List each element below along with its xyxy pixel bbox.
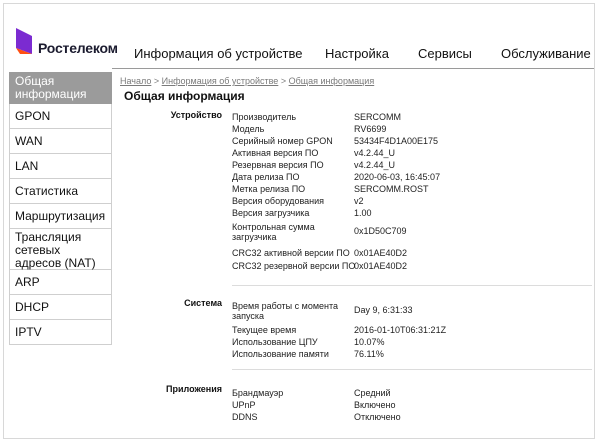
info-key: Время работы с момента запуска	[232, 301, 339, 321]
tab-maintenance[interactable]: Обслуживание	[501, 46, 591, 61]
rostelecom-logo[interactable]	[12, 26, 118, 60]
info-key: Метка релиза ПО	[232, 184, 306, 194]
info-key: Использование памяти	[232, 349, 329, 359]
info-value: Включено	[354, 400, 396, 410]
info-value: 2020-06-03, 16:45:07	[354, 172, 441, 182]
sidebar-item-statistics[interactable]: Статистика	[9, 179, 112, 204]
info-key: Серийный номер GPON	[232, 136, 333, 146]
info-value: Day 9, 6:31:33	[354, 305, 413, 315]
info-key: Модель	[232, 124, 265, 134]
info-value: 1.00	[354, 208, 372, 218]
tab-settings[interactable]: Настройка	[325, 46, 389, 61]
page-title: Общая информация	[124, 89, 245, 103]
info-value: 0x1D50C709	[354, 226, 407, 236]
info-key: Дата релиза ПО	[232, 172, 300, 182]
sidebar-item-arp[interactable]: ARP	[9, 270, 112, 295]
sidebar-item-lan[interactable]: LAN	[9, 154, 112, 179]
info-key: Использование ЦПУ	[232, 337, 318, 347]
info-value: v2	[354, 196, 364, 206]
sidebar-item-wan[interactable]: WAN	[9, 129, 112, 154]
info-value: Средний	[354, 388, 391, 398]
info-value: RV6699	[354, 124, 387, 134]
tab-device-info[interactable]: Информация об устройстве	[134, 46, 303, 61]
info-value: 53434F4D1A00E175	[354, 136, 439, 146]
info-key: Брандмауэр	[232, 388, 284, 398]
logo-mark-icon	[14, 26, 36, 56]
section-label-device: Устройство	[170, 110, 222, 120]
info-value: Отключено	[354, 412, 401, 422]
sidebar-menu	[9, 72, 112, 345]
info-value: SERCOMM	[354, 112, 401, 122]
top-navigation	[112, 40, 595, 69]
breadcrumb-separator: >	[153, 76, 160, 86]
info-value: v4.2.44_U	[354, 160, 396, 170]
tab-services[interactable]: Сервисы	[418, 46, 472, 61]
sidebar-item-gpon[interactable]: GPON	[9, 104, 112, 129]
breadcrumb-section-link[interactable]: Информация об устройстве	[161, 76, 279, 86]
router-admin-window	[3, 3, 595, 439]
section-label-apps: Приложения	[166, 384, 222, 394]
breadcrumb-separator: >	[280, 76, 287, 86]
info-key: CRC32 активной версии ПО	[232, 248, 350, 258]
info-key: Резервная версия ПО	[232, 160, 324, 170]
info-value: 0x01AE40D2	[354, 261, 408, 271]
info-key: Версия загрузчика	[232, 208, 310, 218]
info-value: v4.2.44_U	[354, 148, 396, 158]
info-key: Контрольная сумма загрузчика	[232, 222, 315, 242]
info-key: Текущее время	[232, 325, 297, 335]
breadcrumb-home-link[interactable]: Начало	[120, 76, 152, 86]
section-divider	[232, 285, 592, 286]
info-key: CRC32 резервной версии ПО	[232, 261, 356, 271]
info-value: 10.07%	[354, 337, 385, 347]
info-value: 2016-01-10T06:31:21Z	[354, 325, 447, 335]
info-key: Активная версия ПО	[232, 148, 319, 158]
info-key: DDNS	[232, 412, 258, 422]
sidebar-item-general-info[interactable]: Общая информация	[9, 72, 112, 104]
brand-name: Ростелеком	[38, 40, 118, 56]
section-label-system: Система	[184, 298, 222, 308]
breadcrumb-current-link[interactable]: Общая информация	[288, 76, 375, 86]
info-key: Производитель	[232, 112, 297, 122]
info-value: 0x01AE40D2	[354, 248, 408, 258]
sidebar-item-iptv[interactable]: IPTV	[9, 320, 112, 345]
info-key: Версия оборудования	[232, 196, 324, 206]
sidebar-item-nat[interactable]: Трансляция сетевых адресов (NAT)	[9, 229, 112, 270]
section-divider	[232, 369, 592, 370]
info-key: UPnP	[232, 400, 256, 410]
breadcrumb	[120, 76, 374, 86]
sidebar-item-routing[interactable]: Маршрутизация	[9, 204, 112, 229]
sidebar-item-dhcp[interactable]: DHCP	[9, 295, 112, 320]
info-value: 76.11%	[354, 349, 384, 359]
info-value: SERCOMM.ROST	[354, 184, 429, 194]
